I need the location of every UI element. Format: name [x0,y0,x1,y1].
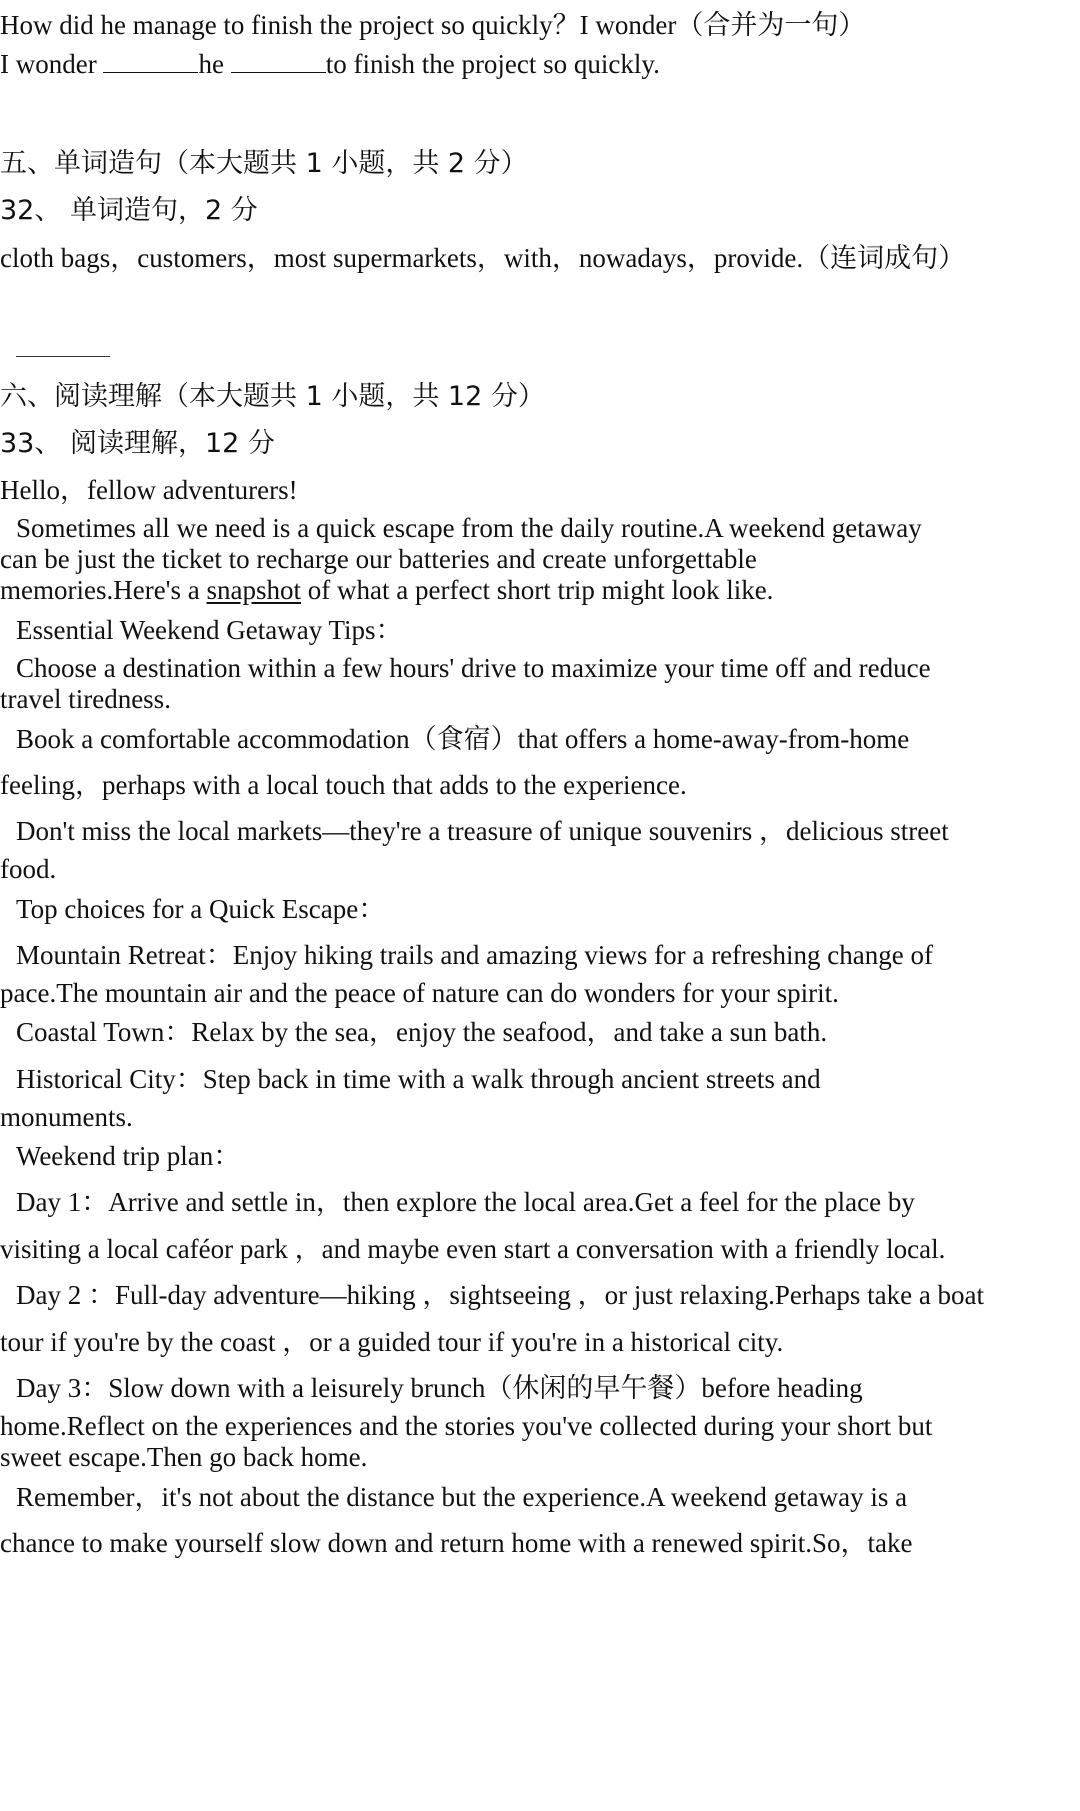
closing-line-1: Remember，it's not about the distance but the experience.A weekend getaway is a [16,1482,908,1512]
passage-intro-text-b: of what a perfect short trip might look like. [301,575,774,605]
tip-1-line-2: travel tiredness. [0,684,171,714]
choice-1-line-2: pace.The mountain air and the peace of nature can do wonders for your spirit. [0,978,839,1008]
underlined-word-snapshot: snapshot [206,575,302,605]
q31-text-c: to finish the project so quickly. [325,49,660,79]
tip-1-line-1: Choose a destination within a few hours' drive to maximize your time off and reduce [16,653,931,683]
tip-2-line-1: Book a comfortable accommodation（食宿）that offers a home-away-from-home [16,724,910,754]
section5-heading: 五、单词造句（本大题共 1 小题，共 2 分） [0,148,528,179]
day-3-line-1: Day 3：Slow down with a leisurely brunch（休闲的早午餐）before heading [16,1373,863,1403]
tip-2-line-2: feeling，perhaps with a local touch that adds to the experience. [0,770,687,800]
section6-heading: 六、阅读理解（本大题共 1 小题，共 12 分） [0,381,545,412]
tip-3-line-2: food. [0,854,57,884]
passage-intro-line-3 [0,577,773,604]
passage-intro-line-2: can be just the ticket to recharge our batteries and create unforgettable [0,544,757,574]
tip-3-line-1: Don't miss the local markets—they're a treasure of unique souvenirs ，delicious street [16,816,949,846]
q31-text-a: I wonder [0,49,104,79]
tips-heading: Essential Weekend Getaway Tips： [16,615,403,645]
passage-intro-line-1: Sometimes all we need is a quick escape from the daily routine.A weekend getaway [16,513,922,543]
q32-prompt: cloth bags，customers，most supermarkets，with，nowadays，provide.（连词成句） [0,243,966,273]
day-3-line-3: sweet escape.Then go back home. [0,1442,368,1472]
q31-prompt: How did he manage to finish the project so quickly？I wonder（合并为一句） [0,10,866,40]
closing-line-2: chance to make yourself slow down and return home with a renewed spirit.So，take [0,1528,913,1558]
choice-2-line-1: Coastal Town：Relax by the sea，enjoy the seafood，and take a sun bath. [16,1017,828,1047]
q31-blank-1[interactable] [103,50,198,73]
q33-title: 33、 阅读理解，12 分 [0,428,275,459]
choice-3-line-2: monuments. [0,1102,133,1132]
passage-greeting: Hello，fellow adventurers! [0,475,298,505]
day-3-line-2: home.Reflect on the experiences and the stories you've collected during your short but [0,1411,933,1441]
day-2-line-1: Day 2 ：Full-day adventure—hiking ，sightseeing ，or just relaxing.Perhaps take a boat [16,1280,985,1310]
day-1-line-1: Day 1：Arrive and settle in，then explore the local area.Get a feel for the place by [16,1187,915,1217]
q32-answer-line[interactable] [16,356,110,357]
choice-3-line-1: Historical City：Step back in time with a walk through ancient streets and [16,1064,821,1094]
q32-title: 32、 单词造句，2 分 [0,195,258,226]
q31-blank-2[interactable] [231,50,326,73]
day-2-line-2: tour if you're by the coast ，or a guided tour if you're in a historical city. [0,1327,784,1357]
q31-text-b: he [198,49,231,79]
plan-heading: Weekend trip plan： [16,1141,241,1171]
choices-heading: Top choices for a Quick Escape： [16,894,386,924]
day-1-line-2: visiting a local caféor park ，and maybe even start a conversation with a friendly local. [0,1234,946,1264]
q31-fill-line [0,50,660,78]
passage-intro-text-a: memories.Here's a [0,575,207,605]
choice-1-line-1: Mountain Retreat：Enjoy hiking trails and amazing views for a refreshing change of [16,940,933,970]
